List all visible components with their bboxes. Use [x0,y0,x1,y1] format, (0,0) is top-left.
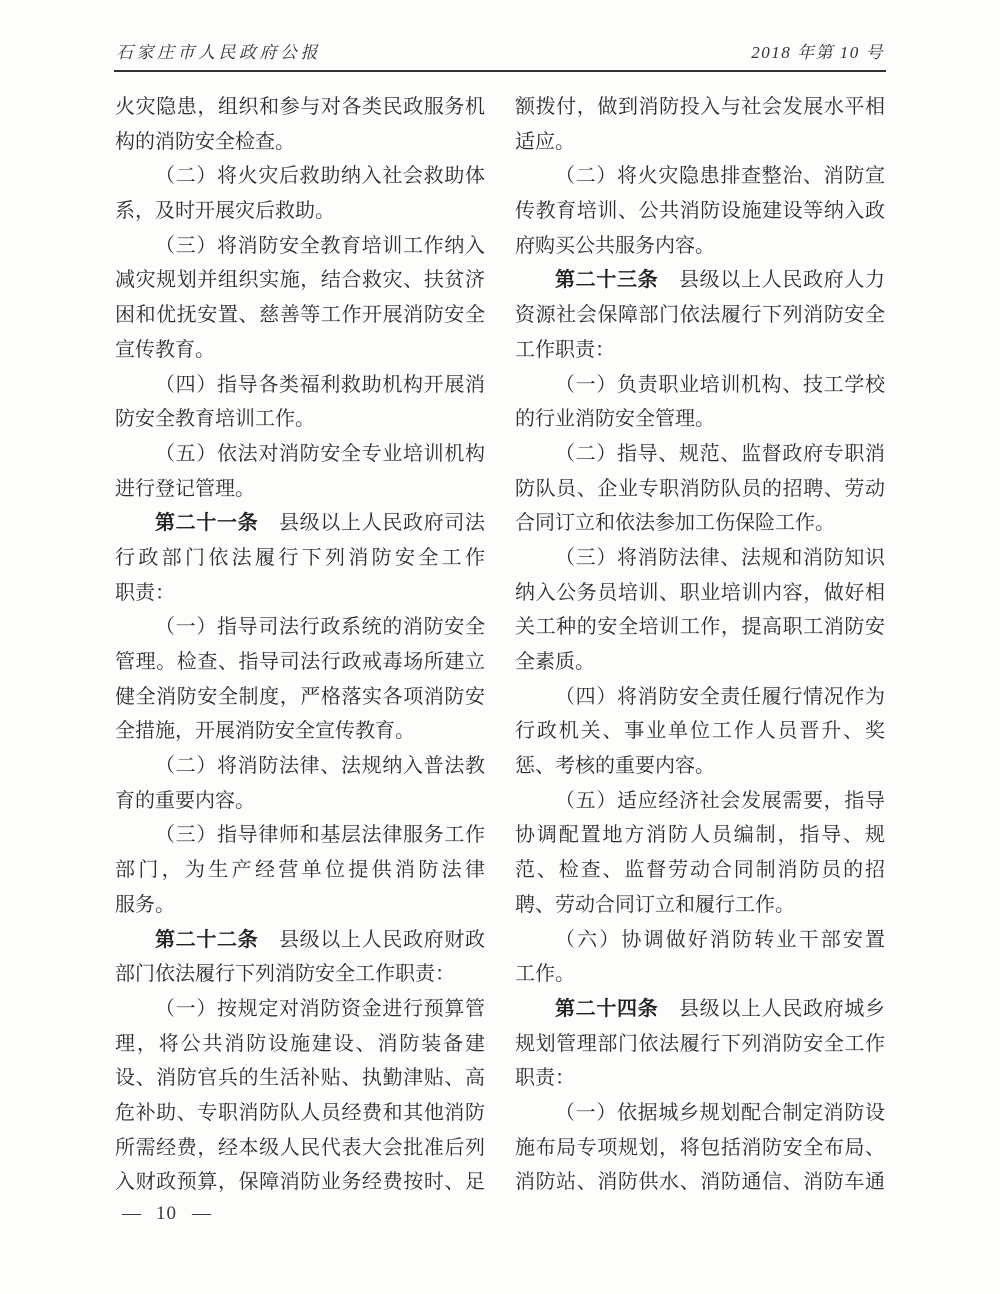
text-line: （五）依法对消防安全专业培训机构 [155,442,485,465]
article-heading-line: 第二十一条 县级以上人民政府司法 [155,512,485,535]
article-heading-line: 第二十四条 县级以上人民政府城乡 [555,997,885,1020]
text-line: 行政部门依法履行下列消防安全工作 [115,546,485,569]
page-footer [0,1203,1000,1225]
text-line: 的行业消防安全管理。 [515,408,715,431]
text-line: （二）指导、规范、监督政府专职消 [555,442,885,465]
text-line: 规划管理部门依法履行下列消防安全工作 [515,1032,885,1055]
text-line: 危补助、专职消防队人员经费和其他消防 [115,1101,485,1124]
article-number: 第二十四条 [555,997,659,1020]
article-number: 第二十一条 [155,512,259,535]
text-line: 宣传教育。 [115,338,215,361]
text-line: 困和优抚安置、慈善等工作开展消防安全 [115,304,485,327]
text-line: 进行登记管理。 [115,477,255,500]
article-number: 第二十三条 [555,269,659,292]
text-line: 构的消防安全检查。 [115,130,295,153]
text-line: 全措施，开展消防安全宣传教育。 [115,720,415,743]
footer-dash-right: — [192,1203,211,1224]
page-header [0,0,1000,63]
text-line: （一）负责职业培训机构、技工学校 [555,373,885,396]
text-line: （三）指导律师和基层法律服务工作 [155,824,485,847]
text-line: 纳入公务员培训、职业培训内容，做好相 [515,581,885,604]
text-line: 协调配置地方消防人员编制，指导、规 [515,824,885,847]
text-line: （二）将火灾后救助纳入社会救助体 [155,165,485,188]
text-line: 设、消防官兵的生活补贴、执勤津贴、高 [115,1067,485,1090]
text-line: 入财政预算，保障消防业务经费按时、足 [115,1171,485,1194]
text-line: 防队员、企业专职消防队员的招聘、劳动 [515,477,885,500]
gazette-title: 石家庄市人民政府公报 [116,43,321,62]
text-line: （四）指导各类福利救助机构开展消 [155,373,485,396]
text-line: 传教育培训、公共消防设施建设等纳入政 [515,200,885,223]
text-line: 职责： [515,1067,575,1090]
text-line: 职责： [115,581,175,604]
text-line: 额拨付，做到消防投入与社会发展水平相 [515,96,885,118]
text-line: 火灾隐患，组织和参与对各类民政服务机 [115,96,485,118]
text-line: 减灾规划并组织实施，结合救灾、扶贫济 [115,269,485,292]
text-line: 管理。检查、指导司法行政戒毒场所建立 [115,651,485,673]
text-line: 资源社会保障部门依法履行下列消防安全 [515,304,885,327]
footer-dash-left: — [122,1203,141,1224]
text-line: （六）协调做好消防转业干部安置 [555,928,885,951]
text-column-right [515,90,885,1200]
document-body [0,72,1000,1200]
text-line: （一）按规定对消防资金进行预算管 [155,997,485,1020]
article-number: 第二十二条 [155,928,259,951]
text-line: 行政机关、事业单位工作人员晋升、奖 [515,720,885,743]
text-line: 育的重要内容。 [115,789,255,812]
article-heading-line: 第二十三条 县级以上人民政府人力 [555,269,885,292]
text-line: 合同订立和依法参加工伤保险工作。 [515,512,835,535]
text-line: 府购买公共服务内容。 [515,234,715,257]
text-line: 系，及时开展灾后救助。 [115,200,335,223]
text-line: 服务。 [115,893,175,916]
text-line: 全素质。 [515,651,595,673]
text-line: 关工种的安全培训工作，提高职工消防安 [515,616,885,639]
text-line: 工作职责： [515,338,615,361]
text-line: 部门，为生产经营单位提供消防法律 [115,859,485,882]
text-line: 聘、劳动合同订立和履行工作。 [515,893,795,916]
text-line: （四）将消防安全责任履行情况作为 [555,685,885,708]
text-line: 适应。 [515,130,575,153]
text-line: （一）依据城乡规划配合制定消防设 [555,1101,885,1124]
text-line: 施布局专项规划，将包括消防安全布局、 [515,1136,885,1159]
text-line: （一）指导司法行政系统的消防安全 [155,616,485,639]
text-line: 工作。 [515,963,575,986]
text-line: 消防站、消防供水、消防通信、消防车通 [515,1171,885,1194]
text-column-left [115,90,485,1200]
text-line: 健全消防安全制度，严格落实各项消防安 [115,685,485,708]
page-number: 10 [156,1203,177,1224]
text-line: （三）将消防法律、法规和消防知识 [555,546,885,569]
text-line: 防安全教育培训工作。 [115,408,315,431]
issue-number: 2018 年第 10 号 [751,43,884,62]
text-line: （二）将消防法律、法规纳入普法教 [155,755,485,778]
text-line: （五）适应经济社会发展需要，指导 [555,789,885,812]
text-line: 理，将公共消防设施建设、消防装备建 [115,1032,485,1055]
text-line: （二）将火灾隐患排查整治、消防宣 [555,165,885,188]
text-line: 所需经费，经本级人民代表大会批准后列 [115,1136,485,1159]
text-line: 部门依法履行下列消防安全工作职责： [115,963,455,986]
text-line: 惩、考核的重要内容。 [515,755,715,778]
text-line: （三）将消防安全教育培训工作纳入 [155,234,485,257]
text-line: 范、检查、监督劳动合同制消防员的招 [515,859,885,882]
article-heading-line: 第二十二条 县级以上人民政府财政 [155,928,485,951]
